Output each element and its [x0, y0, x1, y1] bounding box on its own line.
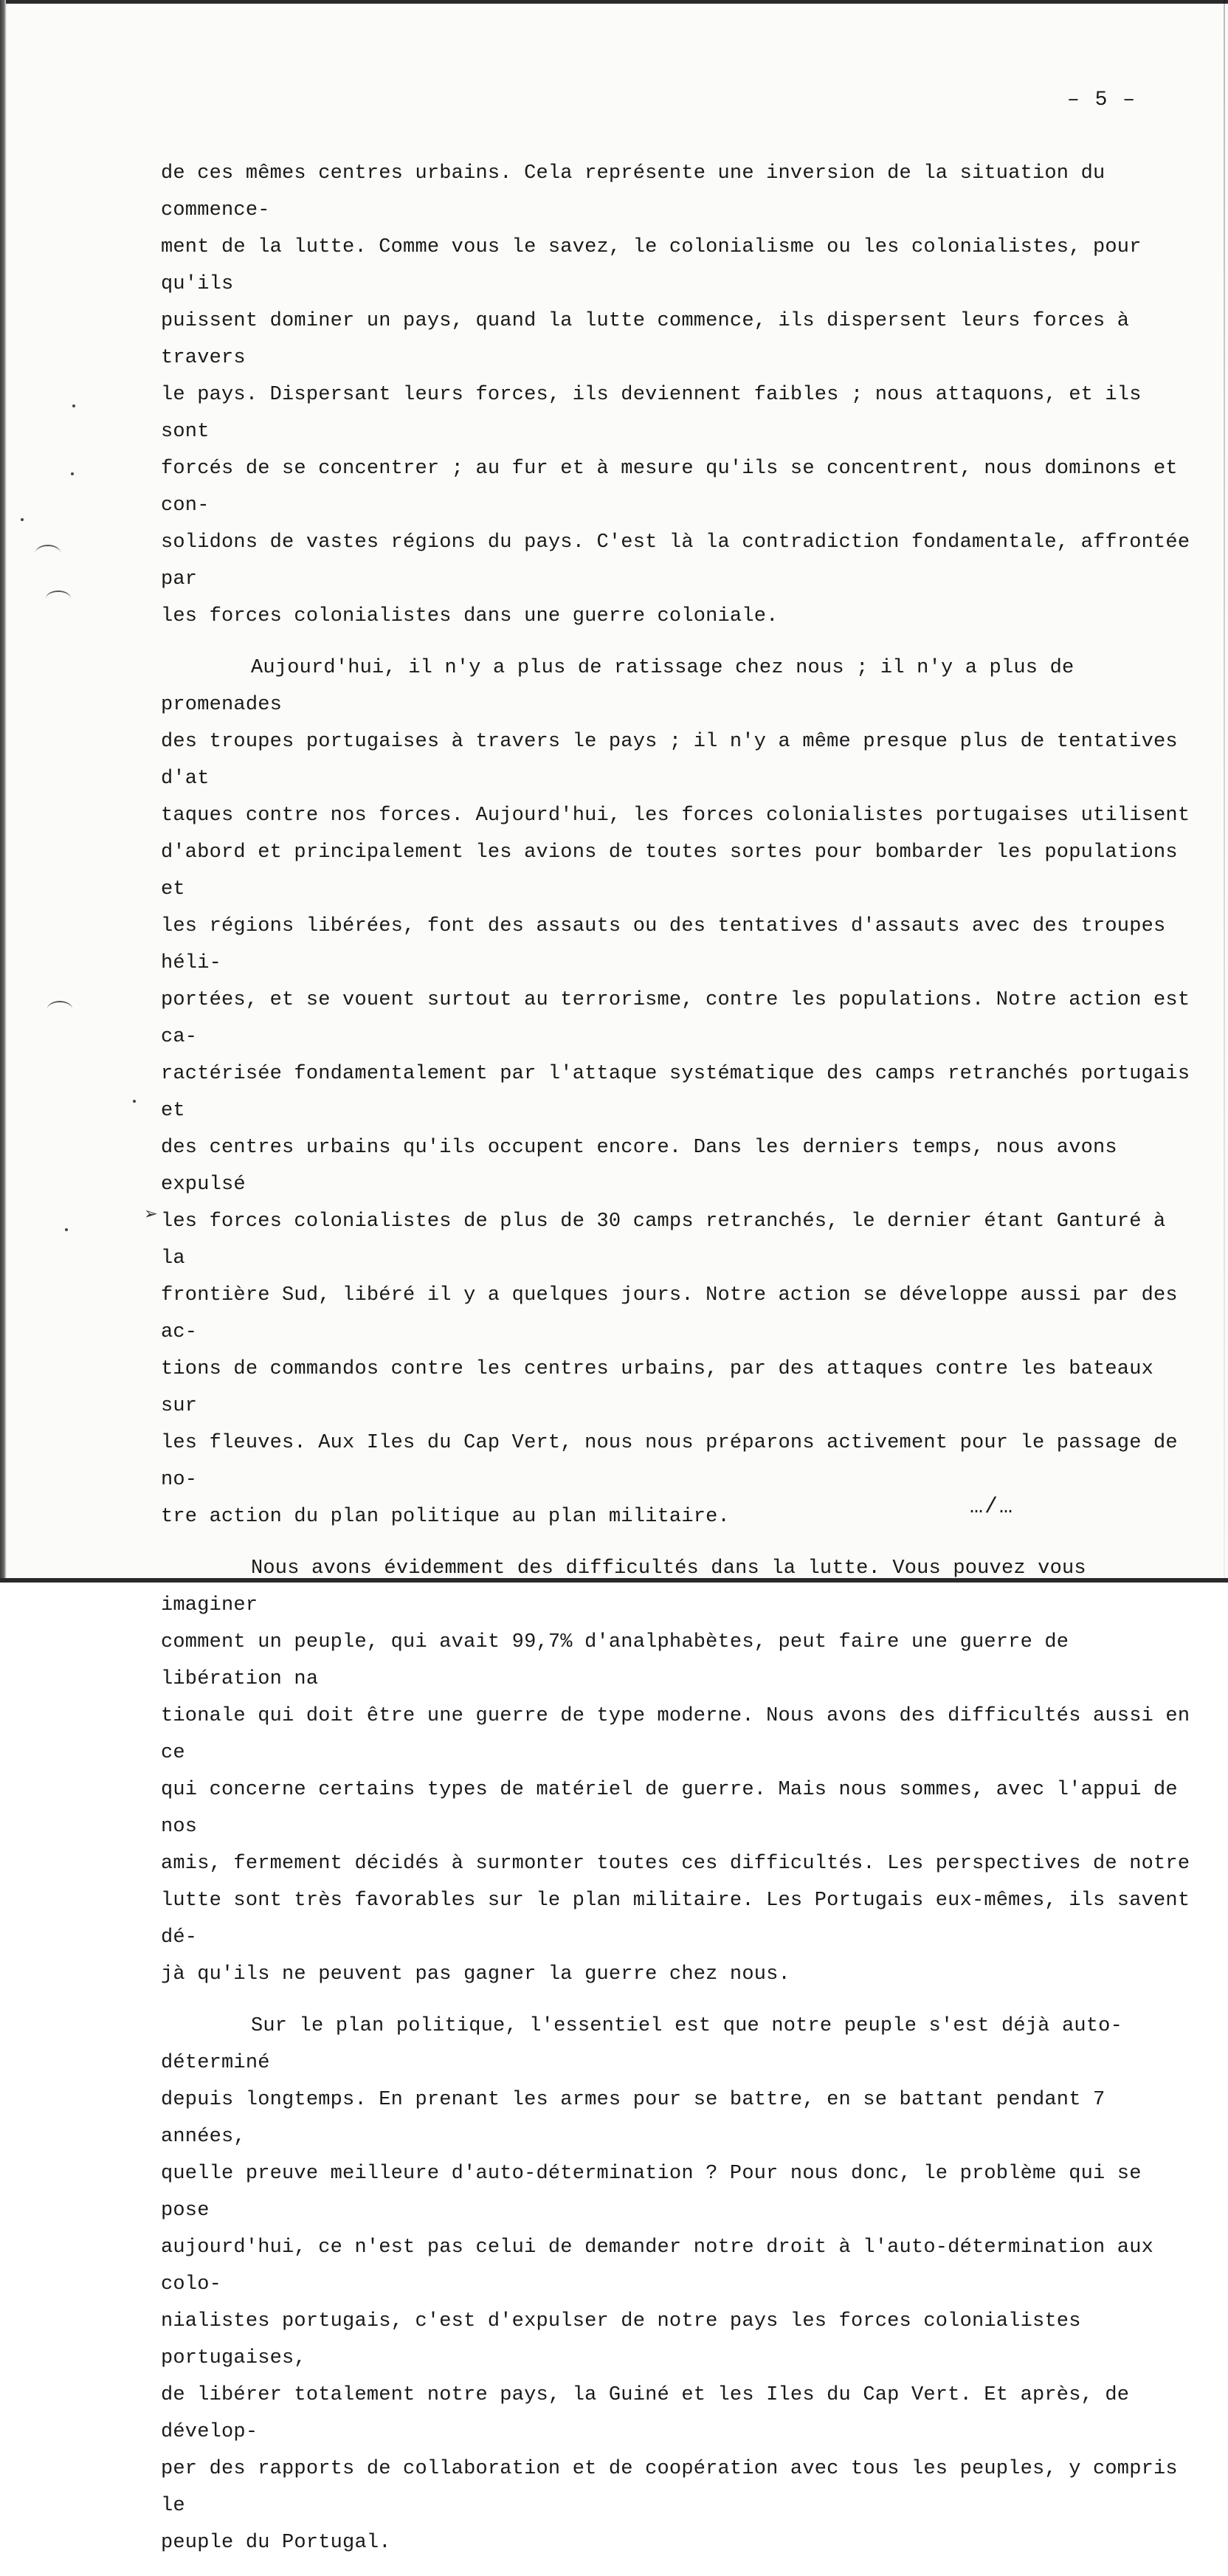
body-text — [161, 155, 1194, 2576]
scan-arc-mark — [47, 1001, 72, 1017]
scan-speck — [71, 472, 74, 475]
scan-arc-mark — [35, 545, 61, 561]
paragraph-ratissage: Aujourd'hui, il n'y a plus de ratissage chez nous ; il n'y a plus de promenades des troupes portugaises à travers le pays ; il n'y a même presque plus de tentatives d'at taques contre nos forces. Aujourd'hui, les forces colonialistes portugaises utilisent d'abord et principalement les avions de toutes sortes pour bombarder les populations et les régions libérées, font des assauts ou des tentatives d'assauts avec des troupes héli- portées, et se vouent surtout au terrorisme, contre les populations. Notre action est ca- ractérisée fondamentalement par l'attaque systématique des camps retranchés portugais et des centres urbains qu'ils occupent encore. Dans les derniers temps, nous avons expulsé les forces colonialistes de plus de 30 camps retranchés, le dernier étant Ganturé à la frontière Sud, libéré il y a quelques jours. Notre action se développe aussi par des ac- tions de commandos contre les centres urbains, par des attaques contre les bateaux sur les fleuves. Aux Iles du Cap Vert, nous nous préparons activement pour le passage de no- tre action du plan politique au plan militaire. — [161, 657, 1190, 1528]
scan-edge-top — [6, 0, 1228, 4]
scan-speck — [21, 518, 24, 521]
scan-speck — [65, 1228, 68, 1231]
page-number: – 5 – — [1066, 89, 1136, 111]
scan-edge-left — [0, 0, 7, 1583]
paragraph-continuation: de ces mêmes centres urbains. Cela représente une inversion de la situation du commence- ment de la lutte. Comme vous le savez, le colonialisme ou les colonialistes, pour qu'ils puissent dominer un pays, quand la lutte commence, ils dispersent leurs forces à travers le pays. Dispersant leurs forces, ils deviennent faibles ; nous attaquons, et ils sont forcés de se concentrer ; au fur et à mesure qu'ils se concentrent, nous dominons et con- solidons de vastes régions du pays. C'est là la contradiction fondamentale, affrontée par les forces colonialistes dans une guerre coloniale. — [161, 162, 1190, 627]
paragraph-difficultes: Nous avons évidemment des difficultés dans la lutte. Vous pouvez vous imaginer comment un peuple, qui avait 99,7% d'analphabètes, peut faire une guerre de libération na tionale qui doit être une guerre de type moderne. Nous avons des difficultés aussi en ce qui concerne certains types de matériel de guerre. Mais nous sommes, avec l'appui de nos amis, fermement décidés à surmonter toutes ces difficultés. Les perspectives de notre lutte sont très favorables sur le plan militaire. Les Portugais eux-mêmes, ils savent dé- jà qu'ils ne peuvent pas gagner la guerre chez nous. — [161, 1557, 1190, 1986]
scan-arc-mark — [46, 590, 71, 607]
paragraph-plan-politique: Sur le plan politique, l'essentiel est que notre peuple s'est déjà auto-déterminé depuis longtemps. En prenant les armes pour se battre, en se battant pendant 7 années, quelle preuve meilleure d'auto-détermination ? Pour nous donc, le problème qui se pose aujourd'hui, ce n'est pas celui de demander notre droit à l'auto-détermination aux colo- nialistes portugais, c'est d'expulser de notre pays les forces colonialistes portugaises, de libérer totalement notre pays, la Guiné et les Iles du Cap Vert. Et après, de dévelop- per des rapports de collaboration et de coopération avec tous les peuples, y compris le peuple du Portugal. — [161, 2015, 1178, 2554]
scan-speck — [72, 404, 75, 407]
scan-speck — [133, 1100, 136, 1103]
continuation-mark: …/… — [969, 1495, 1014, 1520]
margin-arrow-mark: ➢ — [145, 1204, 159, 1229]
scan-edge-right — [1224, 0, 1225, 1583]
